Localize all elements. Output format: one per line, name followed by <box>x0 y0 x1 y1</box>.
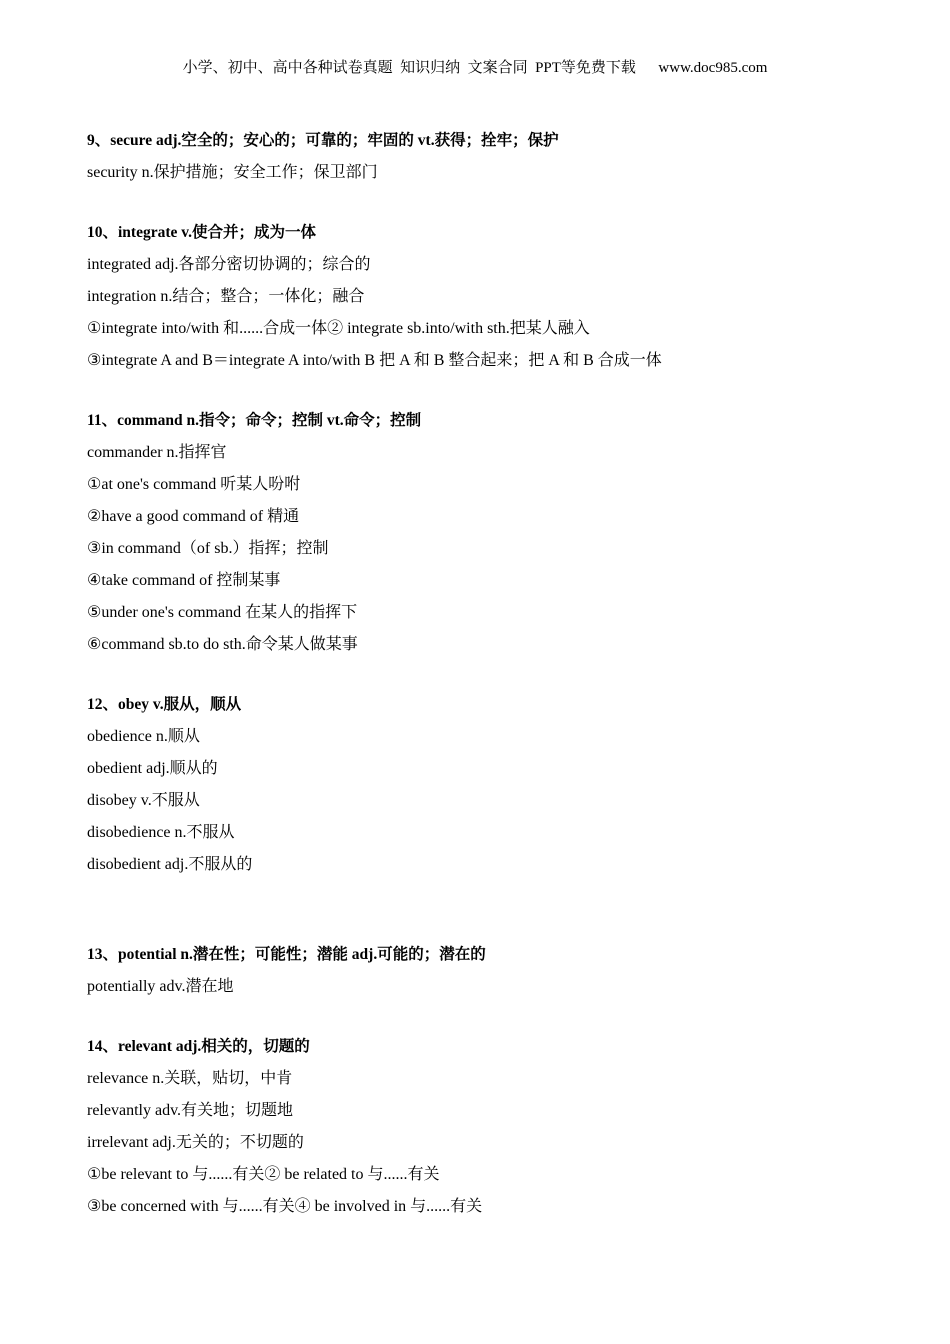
entry-secure <box>87 129 907 193</box>
entry-line: security n.保护措施；安全工作；保卫部门 <box>87 164 378 181</box>
entry-line: ③be concerned with 与......有关④ be involved in 与......有关 <box>87 1198 483 1215</box>
entry-heading: 13、potential n.潜在性；可能性；潜能 adj.可能的；潜在的 <box>87 946 486 963</box>
entry-line: ①at one's command 听某人吩咐 <box>87 476 301 493</box>
entry-heading: 11、command n.指令；命令；控制 vt.命令；控制 <box>87 412 422 429</box>
entry-line: ①be relevant to 与......有关② be related to 与......有关 <box>87 1166 440 1183</box>
entry-line: relevance n.关联，贴切，中肯 <box>87 1070 293 1087</box>
entry-heading: 10、integrate v.使合并；成为一体 <box>87 224 317 241</box>
entry-line: disobey v.不服从 <box>87 792 200 809</box>
entry-line: ⑤under one's command 在某人的指挥下 <box>87 604 358 621</box>
entry-line: ③integrate A and B＝integrate A into/with B 把 A 和 B 整合起来；把 A 和 B 合成一体 <box>87 352 662 369</box>
entry-heading: 12、obey v.服从，顺从 <box>87 696 242 713</box>
entry-line: disobedience n.不服从 <box>87 824 235 841</box>
entry-heading: 14、relevant adj.相关的，切题的 <box>87 1038 310 1055</box>
entry-heading: 9、secure adj.空全的；安心的；可靠的；牢固的 vt.获得；拴牢；保护 <box>87 132 559 149</box>
entry-line: ⑥command sb.to do sth.命令某人做某事 <box>87 636 358 653</box>
entry-line: ③in command（of sb.）指挥；控制 <box>87 540 329 557</box>
entry-line: irrelevant adj.无关的；不切题的 <box>87 1134 304 1151</box>
entry-integrate <box>87 221 907 381</box>
entry-line: obedient adj.顺从的 <box>87 760 218 777</box>
entry-line: relevantly adv.有关地；切题地 <box>87 1102 294 1119</box>
entry-line: integrated adj.各部分密切协调的；综合的 <box>87 256 371 273</box>
entry-obey <box>87 693 907 885</box>
entry-line: ②have a good command of 精通 <box>87 508 300 525</box>
entry-line: commander n.指挥官 <box>87 444 227 461</box>
entry-line: potentially adv.潜在地 <box>87 978 234 995</box>
entry-command <box>87 409 907 665</box>
entry-line: ①integrate into/with 和......合成一体② integrate sb.into/with sth.把某人融入 <box>87 320 590 337</box>
entry-line: integration n.结合；整合；一体化；融合 <box>87 288 365 305</box>
page-header: 小学、初中、高中各种试卷真题 知识归纳 文案合同 PPT等免费下载 www.doc985.com <box>182 60 768 76</box>
entry-relevant <box>87 1035 907 1227</box>
entry-line: ④take command of 控制某事 <box>87 572 281 589</box>
entry-line: disobedient adj.不服从的 <box>87 856 253 873</box>
entry-line: obedience n.顺从 <box>87 728 200 745</box>
document-body <box>87 129 907 1227</box>
entry-potential <box>87 943 907 1007</box>
